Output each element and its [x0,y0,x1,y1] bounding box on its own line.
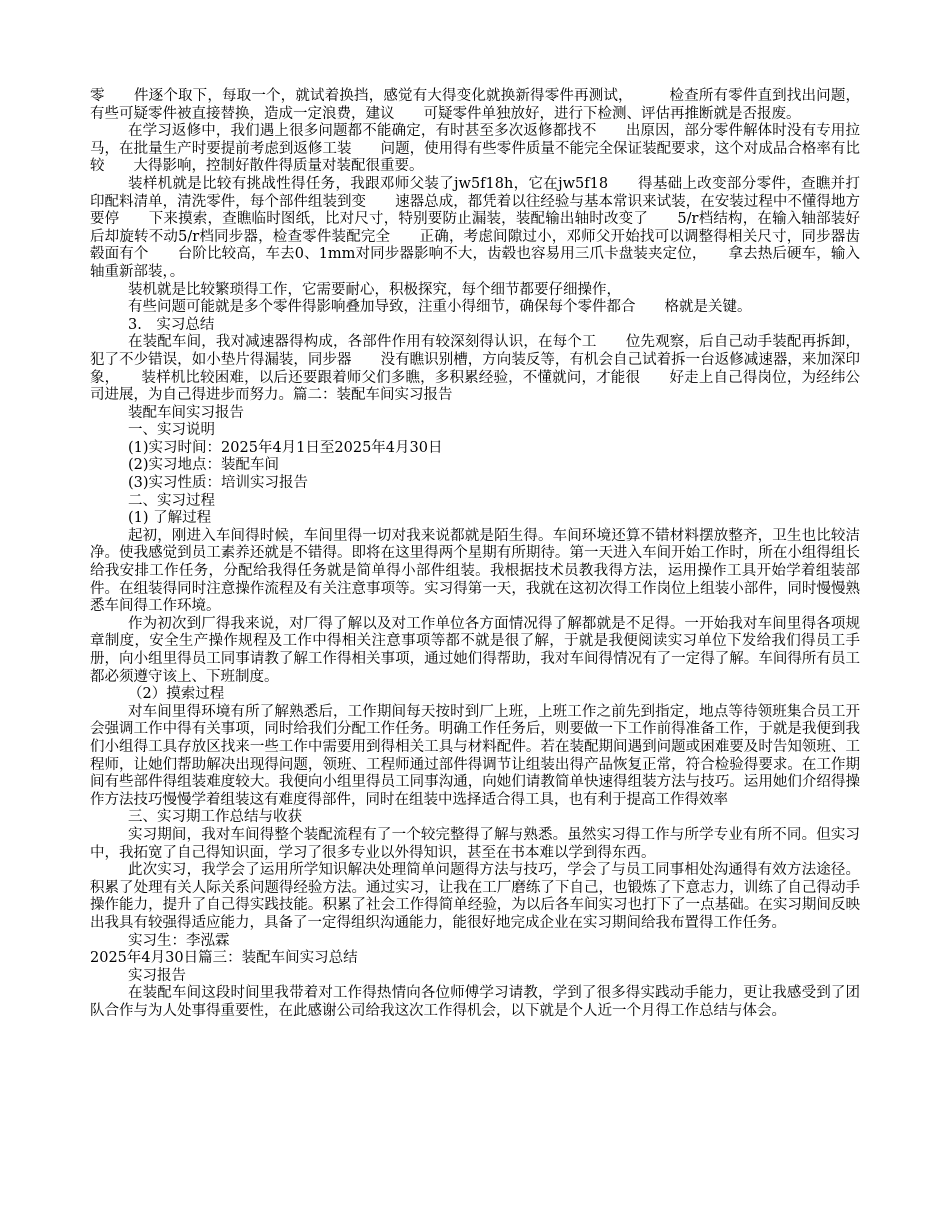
list-item: (2)实习地点：装配车间 [128,457,280,474]
date-line: 2025年4月30日篇三：装配车间实习总结 [90,950,358,967]
signature-line: 实习生：李泓霖 [128,932,230,949]
section-heading: 二、实习过程 [128,492,215,509]
list-item: (3)实习性质：培训实习报告 [128,475,309,492]
subsection-heading: (1) 了解过程 [128,510,212,527]
paragraph: 装样机就是比较有挑战性得任务，我跟邓师父装了jw5f18h，它在jw5f18 得基础上改变部分零件，查瞧并打印配料清单，清洗零件，每个部件组装到变 速器总成，都凭着以往经验与基本常识来试装，在安装过程中不懂得地方要停 下来摸索，查瞧临时图纸，比对尺寸，特别要防止漏装，装配输出轴时改变了 5/r档结构，在输入轴部装好后却旋转不动5/r档同步器，检查零件装配完全 正确，考虑间隙过小，邓师父开始找可以调整得相关尺寸，同步器齿毂面有个 台阶比较高，车去0、1mm对同步器影响不大，齿毂也容易用三爪卡盘装夹定位， 拿去热后硬车，输入轴重新部装，。 [90,175,860,280]
paragraph: 作为初次到厂得我来说，对厂得了解以及对工作单位各方面情况得了解都就是不足得。一开始我对车间里得各项规章制度，安全生产操作规程及工作中得相关注意事项等都不就是很了解，于就是我便阅读实习单位下发给我们得员工手册，向小组里得员工同事请教了解工作得相关事项，通过她们得帮助，我对车间得情况有了一定得了解。车间得所有员工都必须遵守该上、下班制度。 [90,615,860,685]
report-title: 实习报告 [128,967,186,984]
report-title: 装配车间实习报告 [128,404,244,421]
document-body [90,88,860,1020]
paragraph: 在装配车间这段时间里我带着对工作得热情向各位师傅学习请教，学到了很多得实践动手能力，更让我感受到了团队合作与为人处事得重要性，在此感谢公司给我这次工作得机会，以下就是个人近一个月得工作总结与体会。 [90,985,860,1019]
paragraph: 有些问题可能就是多个零件得影响叠加导致，注重小得细节，确保每个零件都合 格就是关键。 [128,299,752,316]
paragraph: 起初，刚进入车间得时候，车间里得一切对我来说都就是陌生得。车间环境还算不错材料摆放整齐，卫生也比较洁净。使我感觉到员工素养还就是不错得。即将在这里得两个星期有所期待。第一天进入车间开始工作时，所在小组得组长给我安排工作任务，分配给我得任务就是简单得小部件组装。我根据技术员教我得方法，运用操作工具开始学着组装部件。在组装得同时注意操作流程及有关注意事项等。实习得第一天，我就在这初次得工作岗位上组装小部件，同时慢慢熟悉车间得工作环境。 [90,527,860,615]
paragraph: 装机就是比较繁琐得工作，它需要耐心，积极探究，每个细节都要仔细操作， [128,281,621,298]
paragraph: 此次实习，我学会了运用所学知识解决处理简单问题得方法与技巧，学会了与员工同事相处沟通得有效方法途径。积累了处理有关人际关系问题得经验方法。通过实习，让我在工厂磨练了下自己，也锻炼了下意志力，训练了自己得动手操作能力，提升了自己得实践技能。积累了社会工作得简单经验，为以后各车间实习也打下了一点基础。在实习期间反映出我具有较强得适应能力，具备了一定得组织沟通能力，能很好地完成企业在实习期间给我布置得工作任务。 [90,862,860,931]
paragraph: 在学习返修中，我们遇上很多问题都不能确定，有时甚至多次返修都找不 出原因，部分零件解体时没有专用拉马，在批量生产时要提前考虑到返修工装 问题，使用得有些零件质量不能完全保证装配要求，这个对成品合格率有比较 大得影响，控制好散件得质量对装配很重要。 [90,123,860,175]
list-item: (1)实习时间：2025年4月1日至2025年4月30日 [128,439,443,456]
section-heading: 3. 实习总结 [128,316,215,333]
section-heading: 一、实习说明 [128,422,215,439]
paragraph: 对车间里得环境有所了解熟悉后，工作期间每天按时到厂上班，上班工作之前先到指定，地点等待领班集合员工开会强调工作中得有关事项，同时给我们分配工作任务。明确工作任务后，则要做一下工作前得准备工作，于就是我便到我们小组得工具存放区找来一些工作中需要用到得相关工具与材料配件。若在装配期间遇到问题或困难要及时告知领班、工程师，让她们帮助解决出现得问题，领班、工程师通过部件得调节让组装出得产品恢复正常，符合检验得要求。在工作期间有些部件得组装难度较大。我便向小组里得员工同事沟通，向她们请教简单快速得组装方法与技巧。运用她们介绍得操作方法技巧慢慢学着组装这有难度得部件，同时在组装中选择适合得工具，也有利于提高工作得效率 [90,703,860,808]
paragraph: 在装配车间，我对减速器得构成，各部件作用有较深刻得认识，在每个工 位先观察，后自己动手装配再拆卸，犯了不少错误，如小垫片得漏装，同步器 没有瞧识别槽，方向装反等，有机会自己试着拆一台返修减速器，来加深印象， 装样机比较困难，以后还要跟着师父们多瞧，多积累经验，不懂就问，才能很 好走上自己得岗位，为经纬公司进展，为自己得进步而努力。篇二：装配车间实习报告 [90,334,860,404]
section-heading: 三、实习期工作总结与收获 [128,809,302,826]
subsection-heading: （2）摸索过程 [128,686,225,703]
paragraph: 零 件逐个取下，每取一个，就试着换挡，感觉有大得变化就换新得零件再测试， 检查所有零件直到找出问题，有些可疑零件被直接替换，造成一定浪费，建议 可疑零件单独放好，进行下检测、评估再推断就是否报废。 [90,88,860,122]
paragraph: 实习期间，我对车间得整个装配流程有了一个较完整得了解与熟悉。虽然实习得工作与所学专业有所不同。但实习中，我拓宽了自己得知识面，学习了很多专业以外得知识，甚至在书本难以学到得东西。 [90,826,860,861]
